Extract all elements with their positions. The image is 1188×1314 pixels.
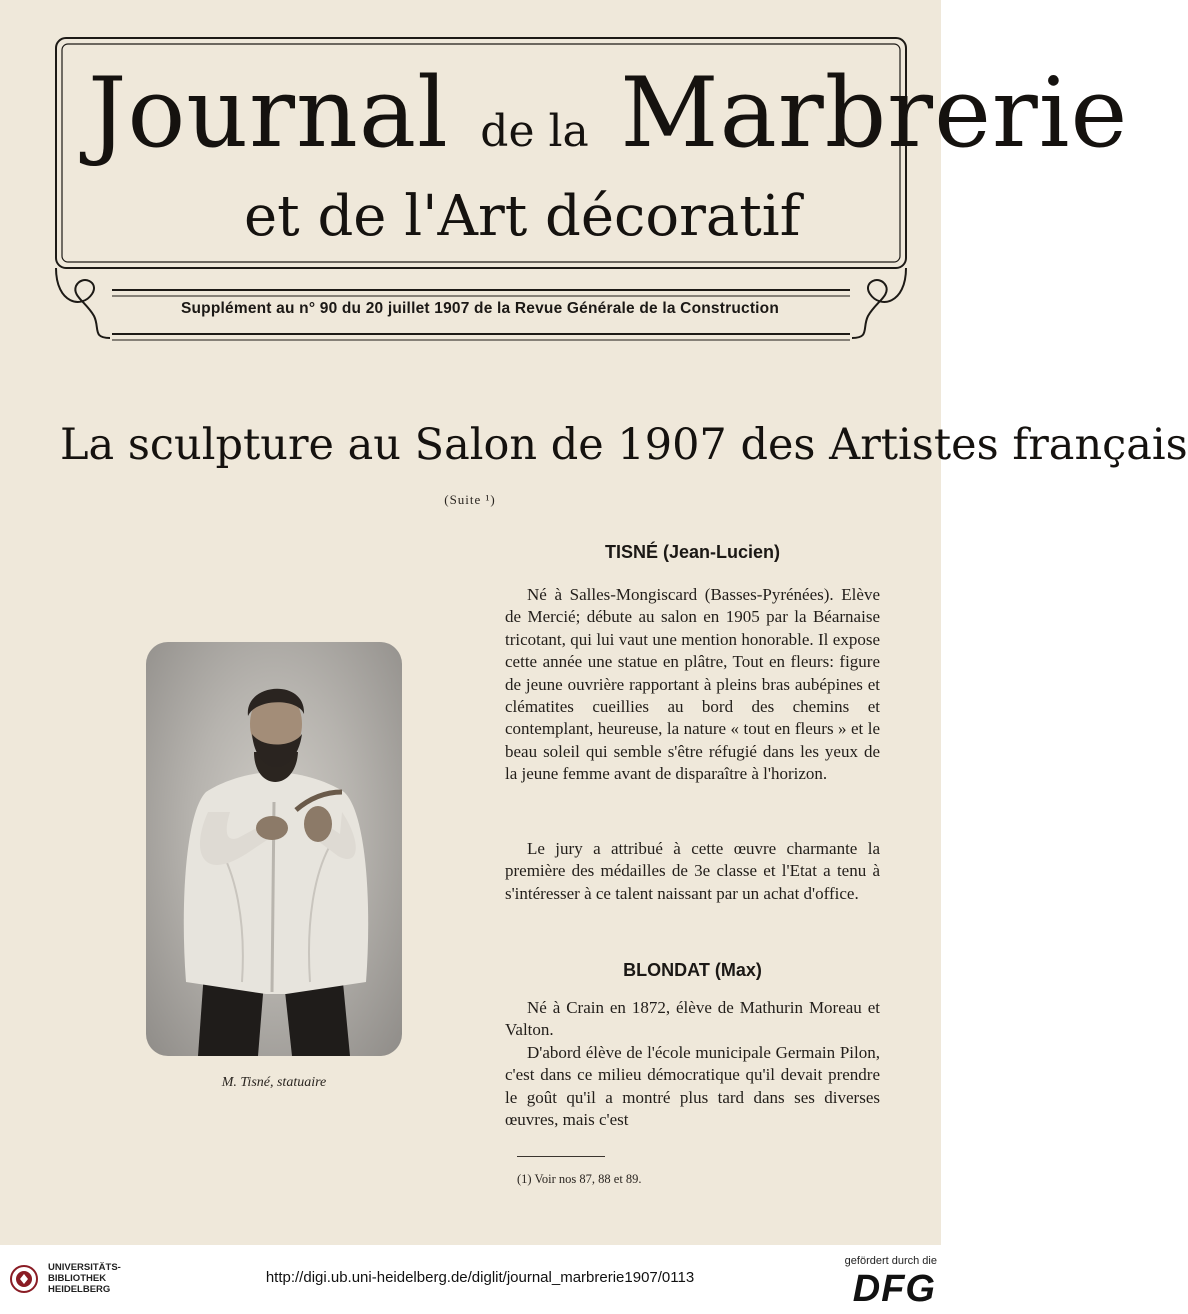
institution-line-2: BIBLIOTHEK xyxy=(48,1273,107,1284)
institution-line-1: UNIVERSITÄTS- xyxy=(48,1262,121,1273)
portrait-photo xyxy=(146,642,402,1056)
section-heading-tisne: TISNÉ (Jean-Lucien) xyxy=(604,542,781,562)
masthead-title-marbrerie: Marbrerie xyxy=(620,57,1129,169)
footnote: (1) Voir nos 87, 88 et 89. xyxy=(517,1172,642,1186)
paragraph-tisne-1: Né à Salles-Mongiscard (Basses-Pyrénées). Elève de Mercié; débute au salon en 1905 par la Béarnaise tricotant, qui lui vaut une mention honorable. Il expose cette année une statue en plâtre, Tout en fleurs: figure de jeune ouvrière rapportant à pleins bras aubépines et clématites cueillies au bord des chemins et contemplant, heureuse, la nature « tout en fleurs » et le beau soleil qui semble s'être réfugié dans les yeux de la jeune femme avant de disparaître à l'horizon. xyxy=(505,585,880,784)
masthead-title-journal: Journal xyxy=(88,57,449,169)
university-seal-icon xyxy=(10,1265,38,1293)
supplement-line: Supplément au n° 90 du 20 juillet 1907 de la Revue Générale de la Construction xyxy=(180,300,780,317)
permalink-url[interactable]: http://digi.ub.uni-heidelberg.de/diglit/journal_marbrerie1907/0113 xyxy=(265,1269,695,1286)
article-suite: (Suite ¹) xyxy=(444,492,496,507)
sculptor-figure xyxy=(146,642,402,1056)
photo-caption: M. Tisné, statuaire xyxy=(221,1075,327,1090)
masthead-title xyxy=(88,57,1129,187)
institution-name xyxy=(48,1262,138,1295)
article-title: La sculpture au Salon de 1907 des Artistes français xyxy=(60,420,1188,470)
paragraph-blondat-2: D'abord élève de l'école municipale Germain Pilon, c'est dans ce milieu démocratique qu'il devait prendre le goût qu'il a montré plus tard dans ses diverses œuvres, mais c'est xyxy=(505,1043,880,1130)
digitization-footer xyxy=(0,1245,941,1314)
masthead-subtitle: et de l'Art décoratif xyxy=(244,184,801,249)
dfg-logo: DFG xyxy=(852,1268,936,1310)
masthead-title-dela: de la xyxy=(480,106,589,157)
section-heading-blondat: BLONDAT (Max) xyxy=(623,960,762,980)
paragraph-blondat-1: Né à Crain en 1872, élève de Mathurin Moreau et Valton. xyxy=(505,998,880,1040)
funded-by-label: gefördert durch die xyxy=(844,1255,937,1267)
institution-line-3: HEIDELBERG xyxy=(48,1284,111,1295)
paragraph-tisne-2: Le jury a attribué à cette œuvre charmante la première des médailles de 3e classe et l'Etat a tenu à s'intéresser à ce talent naissant par un achat d'office. xyxy=(505,839,880,903)
footnote-rule xyxy=(517,1156,605,1157)
